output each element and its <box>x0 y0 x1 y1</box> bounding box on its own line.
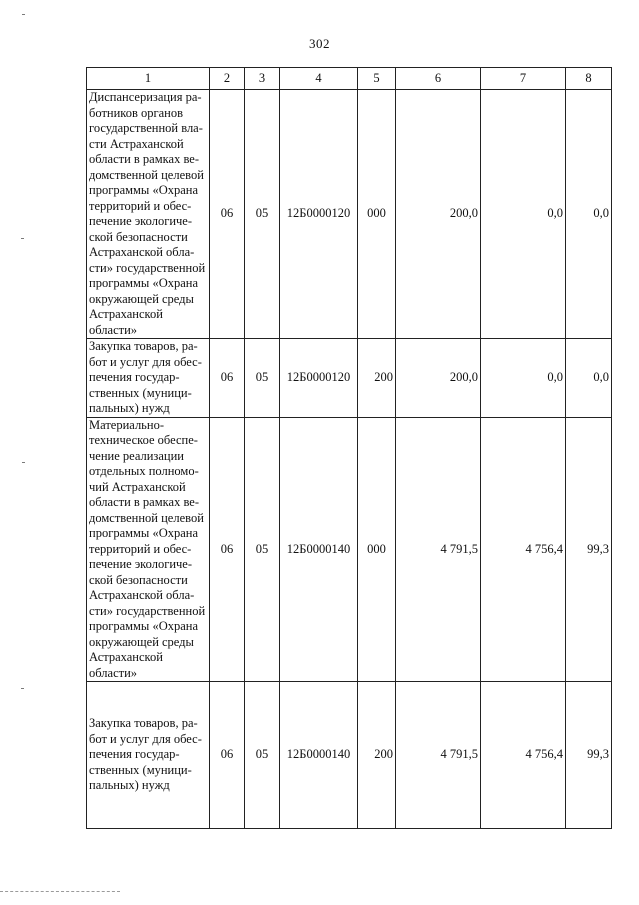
column-header: 3 <box>245 68 280 90</box>
execution-percent: 99,3 <box>566 682 612 829</box>
execution-percent: 0,0 <box>566 90 612 339</box>
planned-amount: 4 791,5 <box>396 682 481 829</box>
table-header-row <box>87 68 612 90</box>
planned-amount: 4 791,5 <box>396 417 481 682</box>
target-article-code: 12Б0000140 <box>280 682 358 829</box>
row-description: Диспансеризация работников органов государственной власти Астраханской области в рамках ведомственной целевой программы «Охрана территорий и обеспечение экологической безопасности Астраханской области» государственной программы «Охрана окружающей среды Астраханской области» <box>87 90 210 339</box>
subsection-code: 05 <box>245 90 280 339</box>
expense-type-code: 000 <box>358 417 396 682</box>
scan-speck <box>21 688 24 689</box>
column-header: 4 <box>280 68 358 90</box>
section-code: 06 <box>210 417 245 682</box>
column-header: 5 <box>358 68 396 90</box>
row-description: Материально-техническое обеспечение реализации отдельных полномочий Астраханской области в рамках ведомственной целевой программы «Охрана территорий и обеспечение экологической безопасности Астраханской области» государственной программы «Охрана окружающей среды Астраханской области» <box>87 417 210 682</box>
section-code: 06 <box>210 90 245 339</box>
planned-amount: 200,0 <box>396 90 481 339</box>
table-row <box>87 682 612 829</box>
column-header: 7 <box>481 68 566 90</box>
section-code: 06 <box>210 339 245 418</box>
row-description: Закупка товаров, работ и услуг для обеспечения государственных (муниципальных) нужд <box>87 682 210 829</box>
executed-amount: 0,0 <box>481 339 566 418</box>
expense-type-code: 200 <box>358 682 396 829</box>
executed-amount: 0,0 <box>481 90 566 339</box>
column-header: 8 <box>566 68 612 90</box>
column-header: 6 <box>396 68 481 90</box>
budget-table <box>86 67 612 829</box>
executed-amount: 4 756,4 <box>481 682 566 829</box>
executed-amount: 4 756,4 <box>481 417 566 682</box>
table-row <box>87 417 612 682</box>
table-row <box>87 339 612 418</box>
scan-speck <box>22 14 25 15</box>
subsection-code: 05 <box>245 682 280 829</box>
scan-speck <box>21 238 24 239</box>
column-header: 1 <box>87 68 210 90</box>
page-number: 302 <box>309 36 330 51</box>
scan-speck <box>22 462 25 463</box>
table-row <box>87 90 612 339</box>
row-description: Закупка товаров, работ и услуг для обеспечения государственных (муниципальных) нужд <box>87 339 210 418</box>
execution-percent: 99,3 <box>566 417 612 682</box>
target-article-code: 12Б0000120 <box>280 339 358 418</box>
target-article-code: 12Б0000120 <box>280 90 358 339</box>
planned-amount: 200,0 <box>396 339 481 418</box>
expense-type-code: 000 <box>358 90 396 339</box>
column-header: 2 <box>210 68 245 90</box>
subsection-code: 05 <box>245 339 280 418</box>
scan-edge-line <box>0 891 120 892</box>
expense-type-code: 200 <box>358 339 396 418</box>
target-article-code: 12Б0000140 <box>280 417 358 682</box>
subsection-code: 05 <box>245 417 280 682</box>
section-code: 06 <box>210 682 245 829</box>
execution-percent: 0,0 <box>566 339 612 418</box>
